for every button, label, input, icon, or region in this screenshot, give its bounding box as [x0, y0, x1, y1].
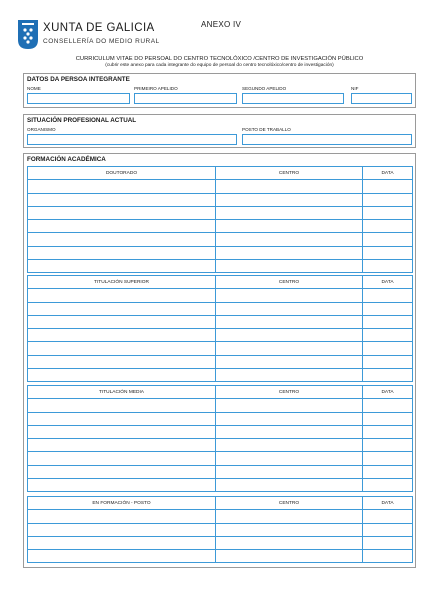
table-cell[interactable] — [216, 329, 363, 342]
table-row — [28, 465, 413, 478]
column-header: DATA — [363, 497, 413, 510]
document-title: CURRICULUM VITAE DO PERSOAL DO CENTRO TECNOLÓXICO /CENTRO DE INVESTIGACIÓN PÚBLICO — [75, 56, 364, 62]
table-cell[interactable] — [216, 246, 363, 259]
table-cell[interactable] — [363, 425, 413, 438]
column-header: TITULACIÓN SUPERIOR — [28, 276, 216, 289]
table-row — [28, 329, 413, 342]
table-cell[interactable] — [363, 260, 413, 273]
table-cell[interactable] — [363, 399, 413, 412]
brand-name: XUNTA DE GALICIA — [43, 22, 155, 34]
table-cell[interactable] — [216, 206, 363, 219]
segundo-apelido-field[interactable] — [242, 93, 344, 104]
table-cell[interactable] — [28, 329, 216, 342]
table-cell[interactable] — [216, 193, 363, 206]
organismo-field[interactable] — [27, 134, 237, 145]
table-row — [28, 523, 413, 536]
table-cell[interactable] — [28, 510, 216, 523]
table-cell[interactable] — [216, 315, 363, 328]
table-row — [28, 355, 413, 368]
table-row — [28, 439, 413, 452]
en-formacion-table — [27, 496, 413, 563]
nif-field[interactable] — [351, 93, 412, 104]
table-cell[interactable] — [363, 246, 413, 259]
table-cell[interactable] — [28, 523, 216, 536]
table-cell[interactable] — [28, 246, 216, 259]
table-cell[interactable] — [363, 206, 413, 219]
table-cell[interactable] — [28, 369, 216, 382]
personal-section-title: DATOS DA PERSOA INTEGRANTE — [27, 76, 130, 83]
table-cell[interactable] — [363, 412, 413, 425]
column-header: DOUTORADO — [28, 167, 216, 180]
table-row — [28, 550, 413, 563]
table-cell[interactable] — [216, 536, 363, 549]
table-cell[interactable] — [28, 302, 216, 315]
table-cell[interactable] — [363, 315, 413, 328]
table-cell[interactable] — [28, 289, 216, 302]
table-row — [28, 289, 413, 302]
table-cell[interactable] — [216, 465, 363, 478]
column-header: DATA — [363, 386, 413, 399]
table-cell[interactable] — [363, 193, 413, 206]
table-cell[interactable] — [216, 425, 363, 438]
table-cell[interactable] — [363, 342, 413, 355]
table-row — [28, 193, 413, 206]
label-primeiro-apelido: PRIMEIRO APELIDO — [134, 86, 178, 91]
column-header: CENTRO — [216, 386, 363, 399]
table-cell[interactable] — [363, 233, 413, 246]
table-cell[interactable] — [216, 233, 363, 246]
table-cell[interactable] — [216, 510, 363, 523]
table-cell[interactable] — [216, 289, 363, 302]
table-cell[interactable] — [28, 206, 216, 219]
document-subtitle: (cubrir este anexo para cada integrante do equipo de persoal do centro tecnolóxico/centro de investigación) — [105, 63, 334, 68]
table-row — [28, 399, 413, 412]
table-cell[interactable] — [363, 289, 413, 302]
table-cell[interactable] — [216, 180, 363, 193]
table-cell[interactable] — [363, 329, 413, 342]
table-cell[interactable] — [216, 302, 363, 315]
table-cell[interactable] — [28, 315, 216, 328]
xunta-logo-icon — [18, 20, 38, 49]
table-cell[interactable] — [363, 523, 413, 536]
table-cell[interactable] — [216, 550, 363, 563]
column-header: CENTRO — [216, 497, 363, 510]
table-cell[interactable] — [28, 260, 216, 273]
table-cell[interactable] — [363, 369, 413, 382]
table-row — [28, 315, 413, 328]
table-cell[interactable] — [363, 220, 413, 233]
table-row — [28, 302, 413, 315]
table-cell[interactable] — [363, 439, 413, 452]
department-name: CONSELLERÍA DO MEDIO RURAL — [43, 38, 160, 45]
label-posto-traballo: POSTO DE TRABALLO — [242, 127, 291, 132]
table-cell[interactable] — [28, 399, 216, 412]
table-cell[interactable] — [363, 180, 413, 193]
table-cell[interactable] — [28, 412, 216, 425]
table-cell[interactable] — [216, 452, 363, 465]
table-row — [28, 233, 413, 246]
table-cell[interactable] — [28, 193, 216, 206]
table-cell[interactable] — [28, 220, 216, 233]
table-cell[interactable] — [28, 233, 216, 246]
table-cell[interactable] — [28, 355, 216, 368]
table-row — [28, 510, 413, 523]
table-cell[interactable] — [216, 342, 363, 355]
table-row — [28, 220, 413, 233]
table-cell[interactable] — [28, 452, 216, 465]
annex-label: ANEXO IV — [201, 20, 242, 29]
table-cell[interactable] — [363, 550, 413, 563]
table-cell[interactable] — [363, 479, 413, 492]
column-header: DATA — [363, 276, 413, 289]
table-row — [28, 425, 413, 438]
table-cell[interactable] — [216, 369, 363, 382]
table-row — [28, 260, 413, 273]
table-row — [28, 412, 413, 425]
table-cell[interactable] — [216, 479, 363, 492]
table-row — [28, 180, 413, 193]
primeiro-apelido-field[interactable] — [134, 93, 237, 104]
table-cell[interactable] — [216, 260, 363, 273]
table-row — [28, 246, 413, 259]
table-row — [28, 369, 413, 382]
label-nome: NOME — [27, 86, 41, 91]
table-cell[interactable] — [216, 220, 363, 233]
table-cell[interactable] — [363, 536, 413, 549]
nome-field[interactable] — [27, 93, 130, 104]
table-cell[interactable] — [28, 342, 216, 355]
table-cell[interactable] — [363, 510, 413, 523]
table-row — [28, 536, 413, 549]
table-cell[interactable] — [363, 302, 413, 315]
titulacion-media-table — [27, 385, 413, 492]
label-organismo: ORGANISMO — [27, 127, 56, 132]
table-cell[interactable] — [28, 425, 216, 438]
table-row — [28, 206, 413, 219]
table-cell[interactable] — [28, 550, 216, 563]
table-cell[interactable] — [363, 452, 413, 465]
table-row — [28, 342, 413, 355]
academic-section-title: FORMACIÓN ACADÉMICA — [27, 156, 106, 163]
label-nif: NIF — [351, 86, 359, 91]
table-row — [28, 452, 413, 465]
table-cell[interactable] — [28, 479, 216, 492]
professional-section-title: SITUACIÓN PROFESIONAL ACTUAL — [27, 117, 137, 124]
table-cell[interactable] — [216, 412, 363, 425]
table-cell[interactable] — [28, 180, 216, 193]
table-cell[interactable] — [216, 355, 363, 368]
table-cell[interactable] — [28, 439, 216, 452]
doutorado-table — [27, 166, 413, 273]
column-header: CENTRO — [216, 276, 363, 289]
posto-traballo-field[interactable] — [242, 134, 412, 145]
column-header: DATA — [363, 167, 413, 180]
table-cell[interactable] — [216, 523, 363, 536]
table-cell[interactable] — [28, 536, 216, 549]
table-cell[interactable] — [363, 355, 413, 368]
table-row — [28, 479, 413, 492]
column-header: EN FORMACIÓN - POSTO — [28, 497, 216, 510]
table-cell[interactable] — [216, 439, 363, 452]
column-header: CENTRO — [216, 167, 363, 180]
titulacion-superior-table — [27, 275, 413, 382]
table-cell[interactable] — [28, 465, 216, 478]
table-cell[interactable] — [216, 399, 363, 412]
column-header: TITULACIÓN MEDIA — [28, 386, 216, 399]
table-cell[interactable] — [363, 465, 413, 478]
label-segundo-apelido: SEGUNDO APELIDO — [242, 86, 287, 91]
